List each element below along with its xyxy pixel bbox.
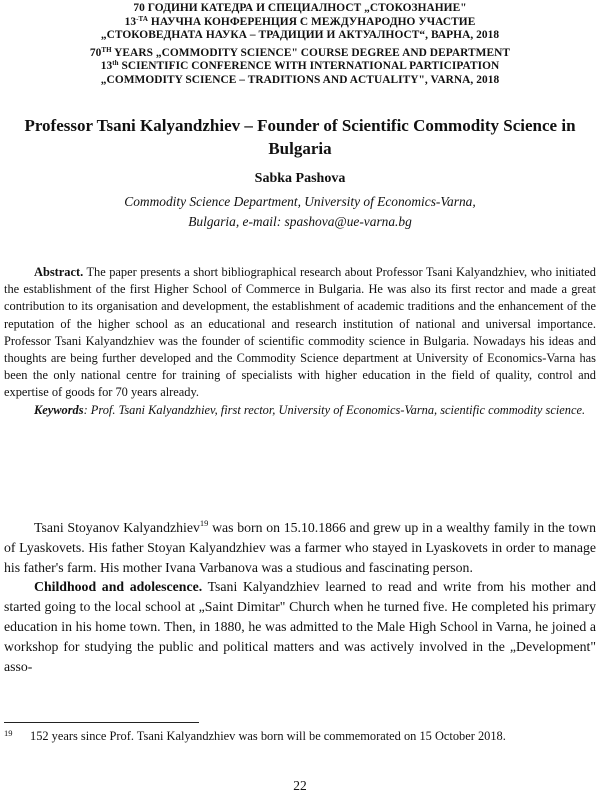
- body-paragraph-2: Childhood and adolescence. Tsani Kalyandzhiev learned to read and write from his mother and started going to the local school at „Saint Dimitar" Church when he turned five. He completed his primary education in his home town. Then, in 1880, he was admitted to the Male High School in Varna, he joined a workshop for studying the public and political matters and was actively involved in the „Development" asso-: [4, 579, 596, 674]
- footnote: [4, 728, 596, 744]
- keywords-text: : Prof. Tsani Kalyandzhiev, first rector, University of Economics-Varna, scientific commodity science.: [83, 402, 586, 417]
- abstract-paragraph: [4, 264, 596, 402]
- header-bg-line-3: „СТОКОВЕДНАТА НАУКА – ТРАДИЦИИ И АКТУАЛНОСТ“, ВАРНА, 2018: [100, 29, 500, 42]
- keywords-label: Keywords: [34, 402, 84, 417]
- section-heading: Childhood and adolescence.: [34, 579, 203, 595]
- header-en-line-1: 70TH YEARS „COMMODITY SCIENCE" COURSE DEGREE AND DEPARTMENT: [89, 45, 511, 59]
- footnote-mark: 19: [4, 728, 13, 738]
- abstract-section: [4, 264, 596, 419]
- conference-header: [0, 2, 600, 88]
- author-name: Sabka Pashova: [254, 171, 346, 186]
- abstract-label: Abstract.: [34, 265, 84, 279]
- header-en-line-3: „COMMODITY SCIENCE – TRADITIONS AND ACTUALITY", VARNA, 2018: [100, 73, 500, 86]
- footnote-reference: 19: [199, 518, 209, 528]
- body-paragraph-1: Tsani Stoyanov Kalyandzhiev$^{19}$ was born on 15.10.1866 and grew up in a wealthy family in the town of Lyaskovets. His father Stoyan Kalyandzhiev was a farmer who stayed in Lyaskovets in order to manage his father's farm. His mother Ivana Varbanova was a studious and fascinating person.: [4, 518, 596, 575]
- footnote-text: 152 years since Prof. Tsani Kalyandzhiev was born will be commemorated on 15 October 2018.: [30, 729, 506, 743]
- body-text: [4, 518, 596, 676]
- header-bg-line-2: $13^{-ТА}$ НАУЧНА КОНФЕРЕНЦИЯ С МЕЖДУНАРОДНО УЧАСТИЕ: [124, 14, 476, 28]
- footnote-divider: [4, 722, 199, 723]
- page-number: 22: [293, 778, 307, 793]
- abstract-text: The paper presents a short bibliographical research about Professor Tsani Kalyandzhiev, who initiated the establishment of the first Higher School of Commerce in Bulgaria. He was also its first rector and made a great contribution to its organisation and development, the establishment of academic traditions and the enhancement of the reputation of the higher school as an educational and research institution of national and universal importance. Professor Tsani Kalyandzhiev was the founder of scientific commodity science in Bulgaria. Nowadays his ideas and thoughts are being further developed and the Commodity Science department at University of Economics-Varna has been the only national centre for training of specialists with higher education in the field of quality, control and expertise of goods for 70 years already.: [4, 265, 596, 400]
- header-en-line-2: 13th SCIENTIFIC CONFERENCE WITH INTERNATIONAL PARTICIPATION: [100, 59, 500, 73]
- affiliation-line-1: Commodity Science Department, University of Economics-Varna,: [124, 194, 476, 209]
- author-affiliation: [20, 192, 580, 232]
- paper-title: Professor Tsani Kalyandzhiev – Founder of Scientific Commodity Science in Bulgaria: [24, 116, 576, 158]
- header-bg-line-1: 70 ГОДИНИ КАТЕДРА И СПЕЦИАЛНОСТ „СТОКОЗНАНИЕ": [133, 2, 467, 14]
- affiliation-line-2: Bulgaria, e-mail: spashova@ue-varna.bg: [188, 214, 412, 229]
- keywords-paragraph: [4, 402, 596, 419]
